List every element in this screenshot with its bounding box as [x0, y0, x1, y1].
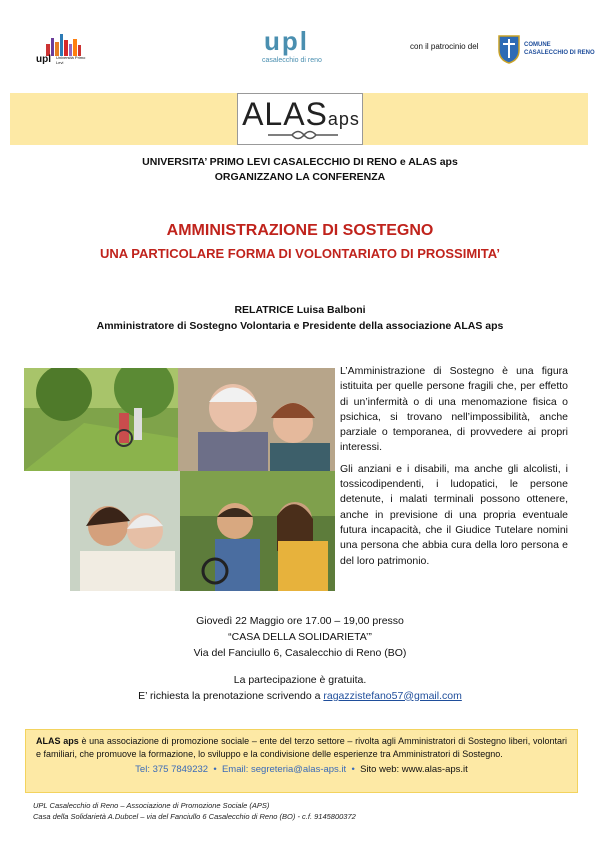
speaker	[0, 302, 600, 334]
bottom-note-line2: Casa della Solidarietà A.Dubcel – via del Fanciullo 6 Casalecchio di Reno (BO) - c.f. 9145800372	[33, 812, 356, 821]
footer-email[interactable]: Email: segreteria@alas-aps.it	[221, 764, 347, 775]
conference-subtitle: UNA PARTICOLARE FORMA DI VOLONTARIATO DI PROSSIMITA’	[99, 246, 501, 261]
description-p1: L’Amministrazione di Sostegno è una figura istituita per quelle persone fragili che, per effetto di un’infermità o di una menomazione fisica o psichica, si trovano nell’impossibilità, anche parziale o temporanea, di provvedere ai propri interessi.	[340, 365, 568, 454]
comune-line1: COMUNE	[524, 42, 551, 48]
description	[340, 364, 568, 575]
footer-contacts: Tel: 375 7849232 • Email: segreteria@alas-aps.it • Sito web: www.alas-aps.it	[135, 764, 468, 775]
conference-title: AMMINISTRAZIONE DI SOSTEGNO	[166, 222, 434, 239]
bottom-note	[33, 800, 356, 822]
footer-web[interactable]: Sito web: www.alas-aps.it	[360, 764, 468, 775]
footer-description	[36, 735, 567, 761]
alas-logo	[237, 93, 363, 145]
upl-big-text: upl	[264, 26, 309, 56]
upl-big-sub: casalecchio di reno	[262, 57, 322, 64]
comune-shield-icon	[497, 34, 521, 64]
booking-email-link[interactable]: ragazzistefano57@gmail.com	[323, 689, 462, 702]
alas-logo-main: ALAS	[242, 96, 328, 132]
caregiver-child-photo	[180, 471, 335, 591]
footer-org: ALAS aps	[36, 736, 79, 746]
elderly-couple-photo	[178, 368, 335, 471]
description-p2: Gli anziani e i disabili, ma anche gli alcolisti, i tossicodipendenti, i ludopatici, le persone detenute, i malati terminali possono ottenere, anche in previsione di una propria eventuale futura incapacità, che il Giudice Tutelare nomini una persona che abbia cura della loro persona e del loro patrimonio.	[340, 462, 568, 567]
footer-box	[25, 729, 578, 793]
speaker-role: Amministratore di Sostegno Volontaria e Presidente della associazione ALAS aps	[96, 320, 504, 332]
upl-big-logo	[262, 26, 342, 70]
upl-small-logo	[36, 30, 96, 75]
event-details	[0, 613, 600, 661]
comune-logo	[497, 34, 597, 68]
speaker-name: RELATRICE Luisa Balboni	[234, 304, 366, 316]
alas-logo-aps: aps	[327, 109, 360, 129]
participation	[0, 673, 600, 704]
event-address: Via del Fanciullo 6, Casalecchio di Reno (BO)	[193, 647, 407, 659]
rope-knot-icon	[268, 128, 338, 142]
event-venue: “CASA DELLA SOLIDARIETA’”	[228, 631, 372, 643]
participation-booking: E’ richiesta la prenotazione scrivendo a	[138, 689, 321, 702]
comune-line2: CASALECCHIO DI RENO	[524, 50, 595, 56]
bottom-note-line1: UPL Casalecchio di Reno – Associazione di Promozione Sociale (APS)	[33, 801, 270, 810]
footer-tel[interactable]: Tel: 375 7849232	[135, 764, 209, 775]
upl-small-sub: Università Primo Levi	[56, 55, 86, 65]
footer-text: è una associazione di promozione sociale – ente del terzo settore – rivolta agli Amministratori di Sostegno liberi, volontari e familiari, che promuove la formazione, lo sviluppo e la condivisione delle esperienze tra Amministratori di Sostegno.	[36, 736, 567, 759]
participation-free: La partecipazione è gratuita.	[233, 674, 367, 686]
mother-daughter-photo	[70, 471, 180, 591]
intro-line2: ORGANIZZANO LA CONFERENZA	[214, 171, 386, 183]
event-date: Giovedì 22 Maggio ore 17.00 – 19,00 presso	[196, 615, 404, 627]
intro-line1: UNIVERSITA’ PRIMO LEVI CASALECCHIO DI RENO e ALAS aps	[142, 156, 458, 168]
park-photo	[24, 368, 179, 471]
upl-small-text: upl	[36, 54, 51, 65]
intro	[0, 155, 600, 185]
patrocinio-label: con il patrocinio del	[410, 42, 479, 51]
